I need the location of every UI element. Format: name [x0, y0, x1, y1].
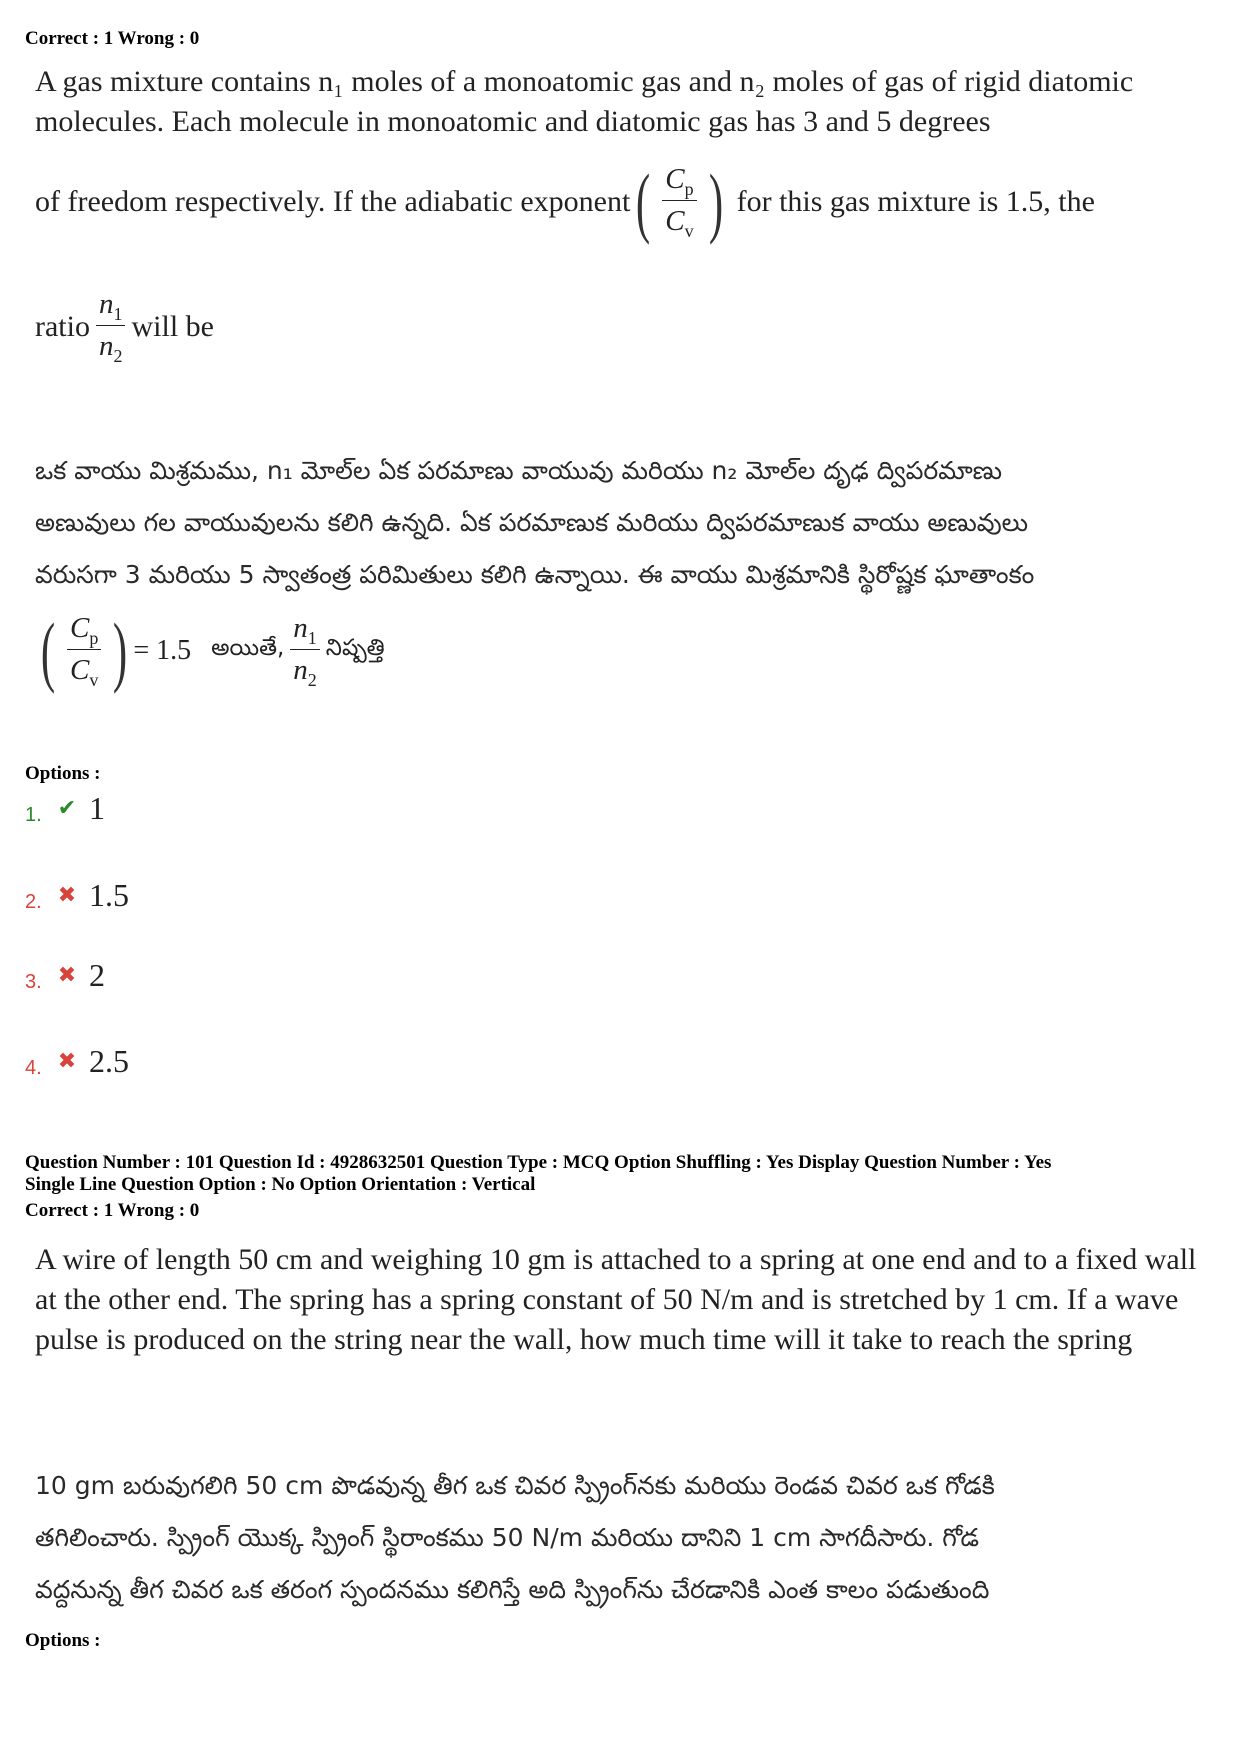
equals-value: = 1.5 [133, 635, 192, 666]
q1-line3-before: of freedom respectively. If the adiabatic exponent [35, 185, 631, 218]
option-number: 3. [25, 971, 42, 993]
n2-sub: 2 [307, 669, 317, 690]
right-paren: ) [708, 158, 723, 245]
q1-english-line3 [35, 158, 1095, 245]
cp-cv-fraction-telugu [67, 611, 101, 690]
q1-telugu-line2: అణువులు గల వాయువులను కలిగి ఉన్నది. ఏక పరమాణుక మరియు ద్విపరమాణుక వాయు అణువులు [35, 508, 1029, 537]
cv-symbol: C [69, 653, 90, 686]
cross-icon: ✖ [57, 963, 77, 988]
left-paren: ( [636, 158, 651, 245]
option-3[interactable] [25, 957, 105, 994]
option-value: 1.5 [89, 877, 129, 913]
q1-ratio-line [35, 290, 214, 365]
cp-sub: p [684, 178, 694, 199]
cp-sub: p [89, 627, 99, 648]
q2-meta-line1: Question Number : 101 Question Id : 4928632501 Question Type : MCQ Option Shuffling : Yes Display Question Number : Yes [25, 1152, 1052, 1173]
n2-symbol: n [98, 329, 114, 362]
q2-telugu-line1: 10 gm బరువుగలిగి 50 cm పొడవున్న తీగ ఒక చివర స్ప్రింగ్‌నకు మరియు రెండవ చివర ఒక గోడకి [35, 1471, 995, 1500]
q2-meta-line2: Single Line Question Option : No Option Orientation : Vertical [25, 1174, 536, 1195]
cp-cv-fraction [662, 162, 696, 241]
option-value: 1 [89, 790, 105, 826]
option-value: 2 [89, 957, 105, 993]
check-icon: ✔ [57, 796, 77, 821]
q1-telugu-line3: వరుసగా 3 మరియు 5 స్వాతంత్ర పరిమితులు కలిగి ఉన్నాయి. ఈ వాయు మిశ్రమానికి స్థిరోష్ణక ఘాతాంకం [35, 560, 1035, 589]
option-number: 2. [25, 891, 42, 913]
n1-sub: 1 [113, 303, 123, 324]
n1-n2-fraction [96, 290, 126, 365]
option-value: 2.5 [89, 1043, 129, 1079]
ayite-text: అయితే, [211, 635, 285, 661]
n1-sub: 1 [307, 627, 317, 648]
q2-options-label: Options : [25, 1630, 101, 1651]
n1-symbol: n [293, 611, 308, 644]
n2-sub: 2 [113, 345, 123, 366]
q1-options-label: Options : [25, 763, 101, 784]
n1-n2-fraction-telugu [290, 611, 320, 690]
cv-sub: v [684, 220, 694, 241]
q2-telugu-line2: తగిలించారు. స్ప్రింగ్ యొక్క స్ప్రింగ్ స్థిరాంకము 50 N/m మరియు దానిని 1 cm సాగదీసారు. గోడ [35, 1523, 980, 1552]
q1-telugu-text [35, 445, 1220, 601]
nishpatti-text: నిష్పత్తి [325, 635, 385, 661]
option-number: 1. [25, 804, 42, 826]
q1-telugu-line1: ఒక వాయు మిశ్రమము, n₁ మోల్‌ల ఏక పరమాణు వాయువు మరియు n₂ మోల్‌ల దృఢ ద్విపరమాణు [35, 456, 1002, 485]
cross-icon: ✖ [57, 1049, 77, 1074]
q1-score: Correct : 1 Wrong : 0 [25, 28, 200, 49]
q2-english-text: A wire of length 50 cm and weighing 10 gm is attached to a spring at one end and to a fixed wall at the other end. The spring has a spring constant of 50 N/m and is stretched by 1 cm. If a wave pulse is produced on the string near the wall, how much time will it take to reach the spring [35, 1243, 1197, 1356]
right-paren: ) [113, 607, 128, 694]
ratio-label: ratio [35, 310, 90, 344]
cp-symbol: C [665, 162, 685, 195]
q2-telugu-line3: వద్దనున్న తీగ చివర ఒక తరంగ స్పందనము కలిగిస్తే అది స్ప్రింగ్‌ను చేరడానికి ఎంత కాలం పడుతుంది [35, 1575, 990, 1604]
cv-symbol: C [665, 204, 685, 237]
q2-score: Correct : 1 Wrong : 0 [25, 1200, 200, 1221]
q1-english-intro: A gas mixture contains n₁ moles of a monoatomic gas and n₂ moles of gas of rigid diatomic molecules. Each molecule in monoatomic and diatomic gas has 3 and 5 degrees [35, 65, 1134, 138]
q1-line3-after: for this gas mixture is 1.5, the [736, 185, 1095, 218]
option-4[interactable] [25, 1043, 129, 1080]
left-paren: ( [40, 607, 56, 694]
cv-sub: v [89, 669, 99, 690]
n1-symbol: n [98, 288, 114, 320]
q1-telugu-equation [35, 607, 385, 694]
option-2[interactable] [25, 877, 129, 914]
will-be-text: will be [131, 310, 214, 344]
cross-icon: ✖ [57, 883, 77, 908]
q2-telugu-text [35, 1460, 1220, 1616]
option-number: 4. [25, 1057, 42, 1079]
cp-symbol: C [69, 611, 90, 644]
option-1[interactable] [25, 790, 105, 827]
n2-symbol: n [293, 653, 308, 686]
